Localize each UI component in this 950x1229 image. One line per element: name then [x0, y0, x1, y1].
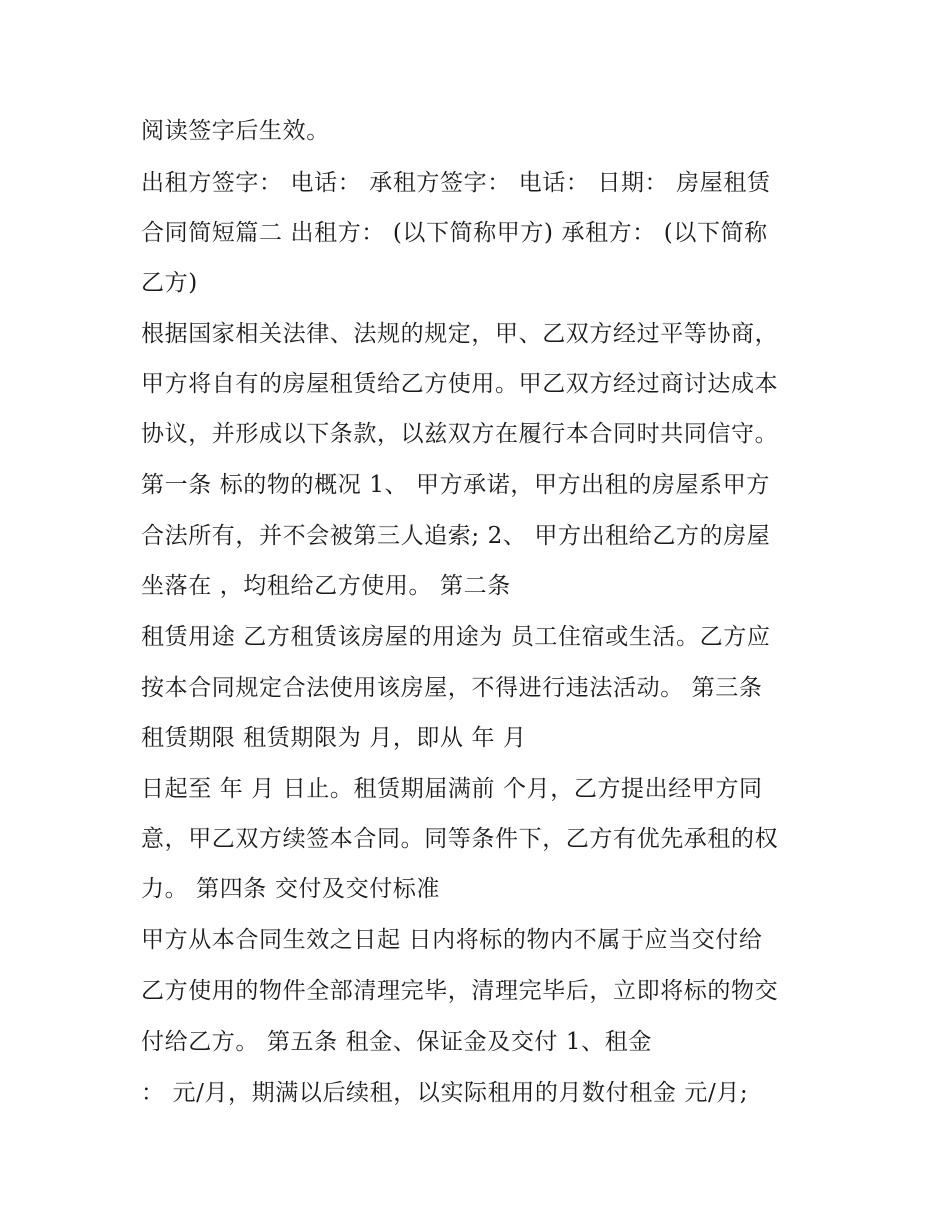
text-line: 坐落在 ，均租给乙方使用。 第二条 [141, 573, 511, 599]
text-line: 力。 第四条 交付及交付标准 [141, 876, 441, 902]
text-line: ： 元/月，期满以后续租，以实际租用的月数付租金 元/月; [141, 1080, 749, 1106]
text-line: 租赁期限 租赁期限为 月，即从 年 月 [141, 725, 527, 751]
text-line: 甲方从本合同生效之日起 日内将标的物内不属于应当交付给 [141, 927, 763, 953]
text-line: 乙方) [141, 270, 198, 296]
text-line: 乙方使用的物件全部清理完毕，清理完毕后，立即将标的物交 [141, 978, 779, 1004]
text-line: 协议，并形成以下条款，以兹双方在履行本合同时共同信守。 [141, 421, 779, 447]
text-line: 第一条 标的物的概况 1、 甲方承诺，甲方出租的房屋系甲方 [141, 472, 770, 498]
text-line: 日起至 年 月 日止。租赁期届满前 个月，乙方提出经甲方同 [141, 776, 763, 802]
text-line: 按本合同规定合法使用该房屋，不得进行违法活动。 第三条 [141, 675, 763, 701]
text-line: 合法所有，并不会被第三人追索; 2、 甲方出租给乙方的房屋 [141, 523, 771, 549]
text-line: 根据国家相关法律、法规的规定，甲、乙双方经过平等协商， [141, 321, 779, 347]
text-line: 意，甲乙双方续签本合同。同等条件下，乙方有优先承租的权 [141, 826, 779, 852]
text-line: 租赁用途 乙方租赁该房屋的用途为 员工住宿或生活。乙方应 [141, 624, 771, 650]
text-line: 合同简短篇二 出租方： (以下简称甲方) 承租方： (以下简称 [141, 220, 768, 246]
text-line: 甲方将自有的房屋租赁给乙方使用。甲乙双方经过商讨达成本 [141, 371, 779, 397]
text-line: 阅读签字后生效。 [141, 118, 330, 144]
text-line: 出租方签字： 电话： 承租方签字： 电话： 日期： 房屋租赁 [141, 170, 771, 196]
text-line: 付给乙方。 第五条 租金、保证金及交付 1、租金 [141, 1029, 652, 1055]
